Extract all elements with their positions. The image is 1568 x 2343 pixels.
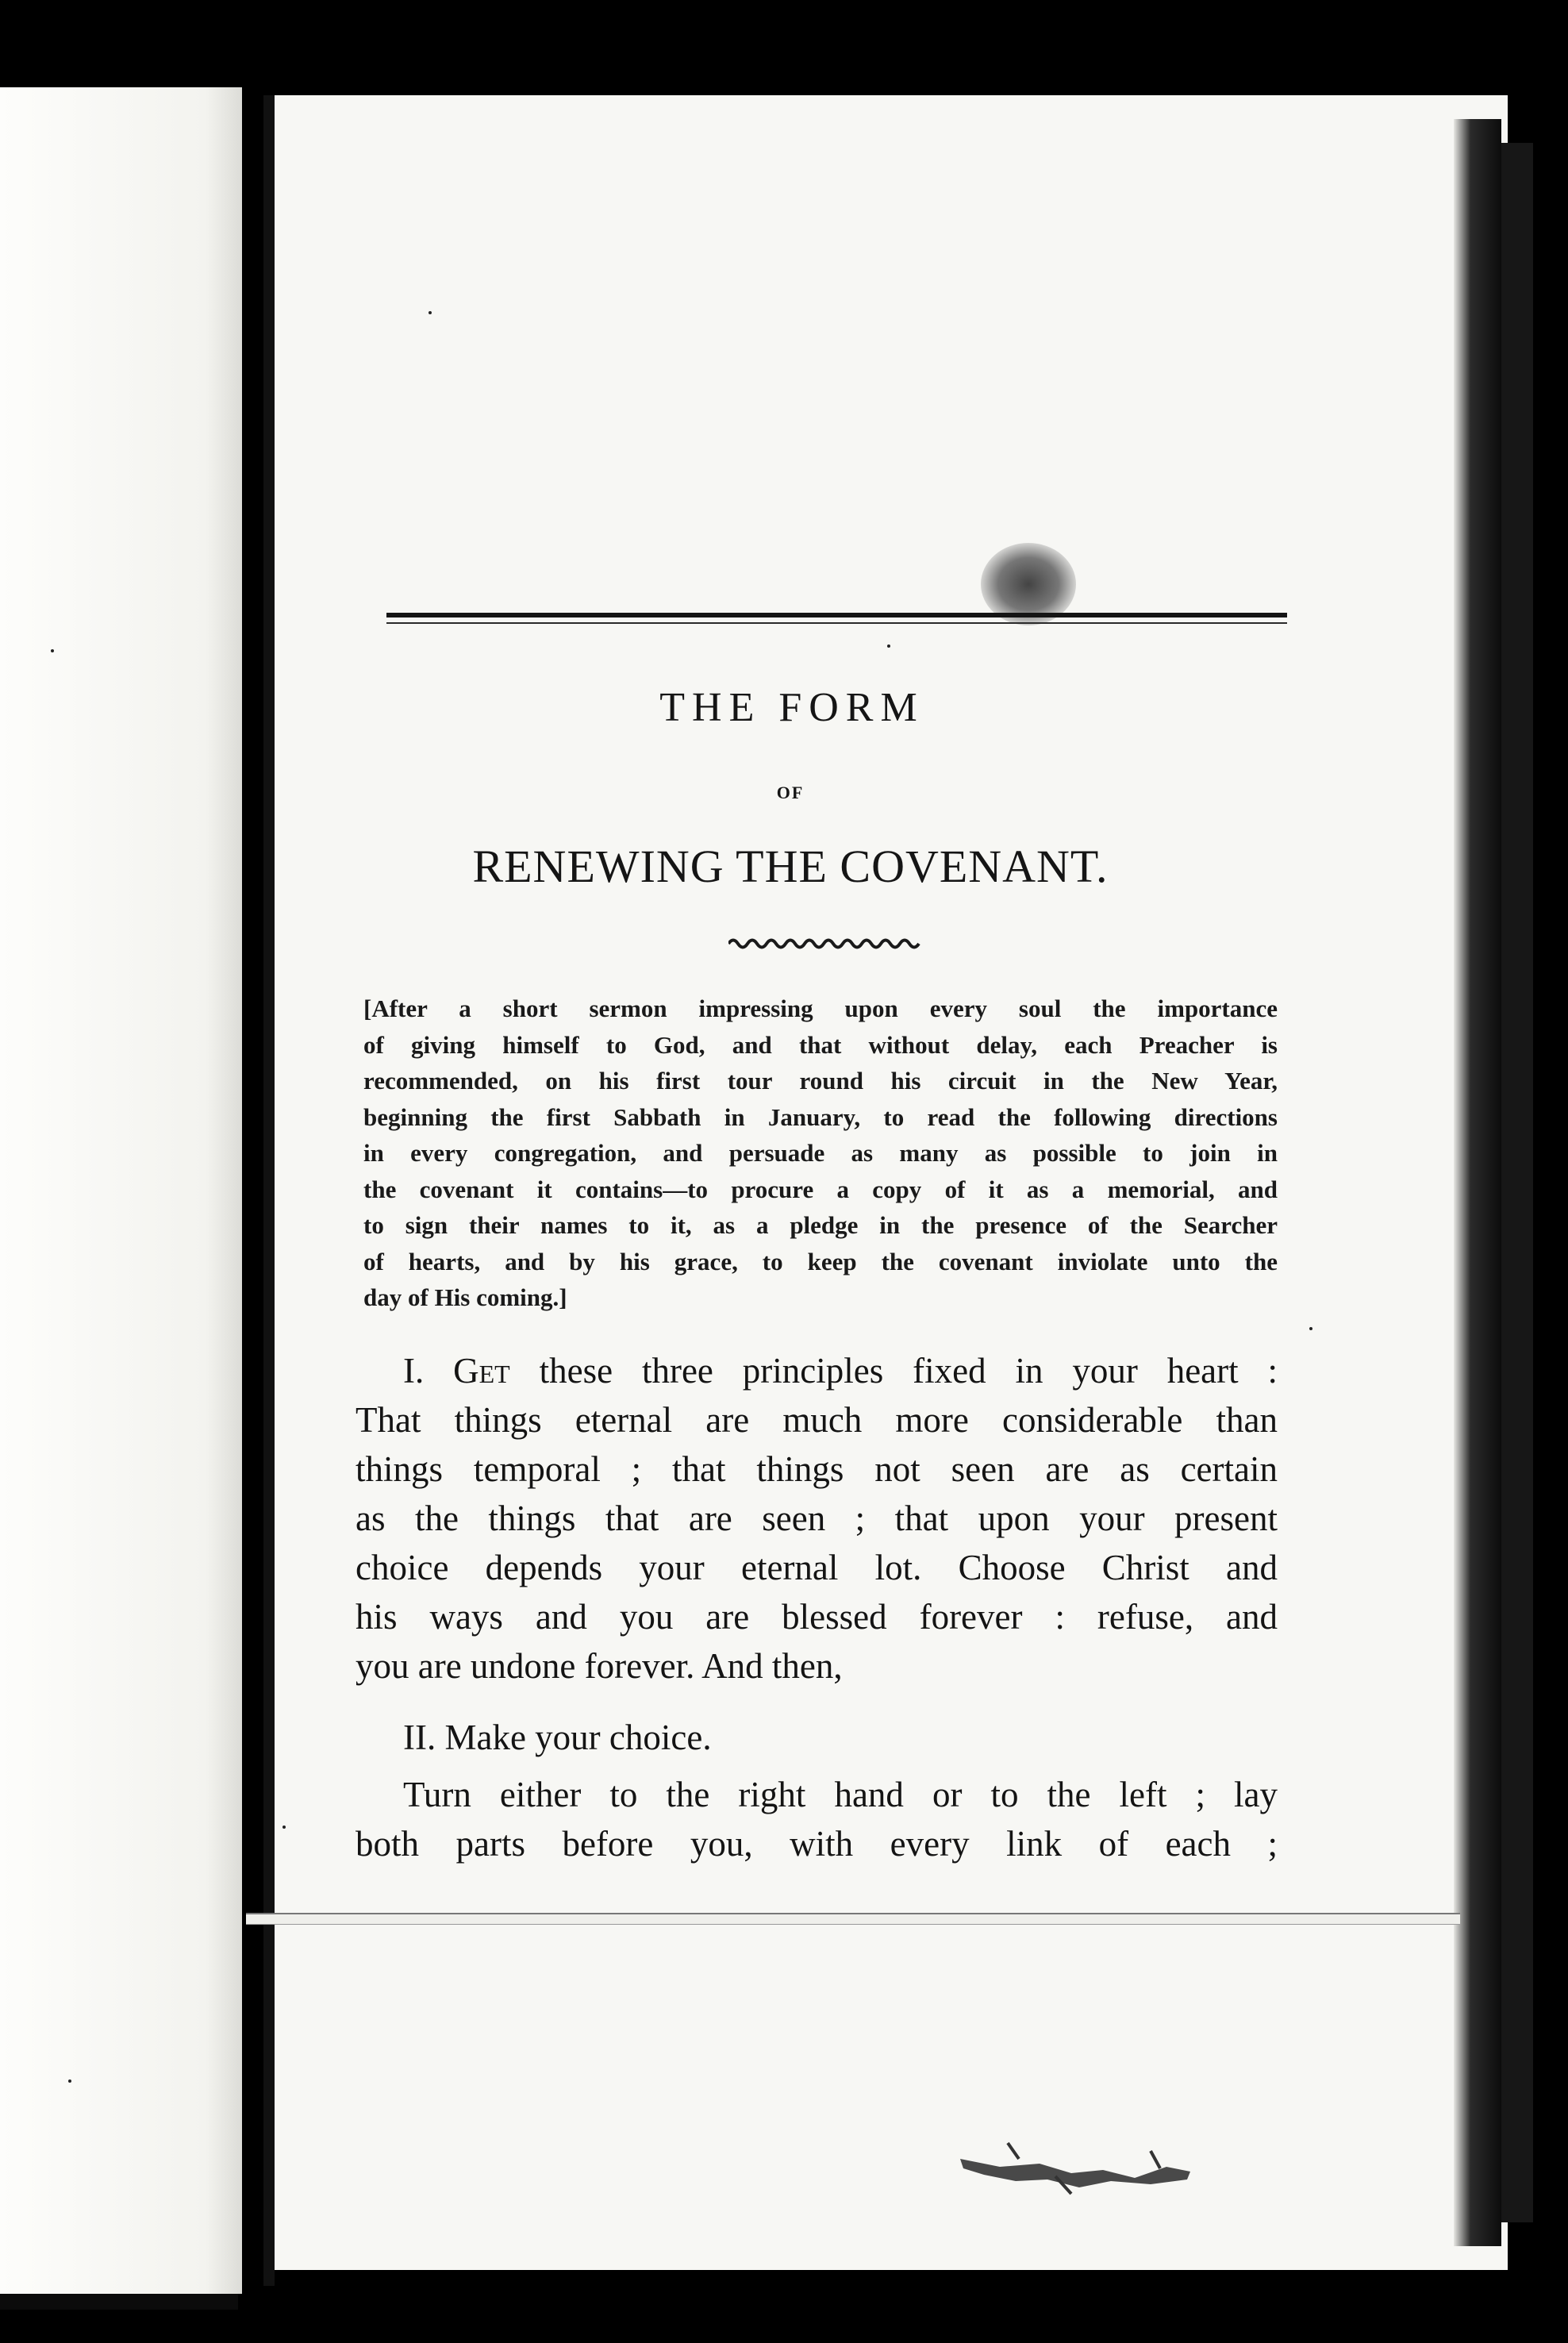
- intro-line: of giving himself to God, and that without delay, each Preacher is: [363, 1030, 1278, 1059]
- section-one-numeral: I.: [403, 1351, 425, 1391]
- body-line: Turn either to the right hand or to the left ; lay: [403, 1775, 1278, 1814]
- title-the-form: THE FORM: [659, 685, 924, 730]
- intro-line: recommended, on his first tour round his circuit in the New Year,: [363, 1067, 1278, 1095]
- body-line: as the things that are seen ; that upon your present: [355, 1499, 1278, 1538]
- right-binding-dark: [1501, 143, 1533, 2222]
- scan-speck: [1309, 1327, 1312, 1330]
- intro-line: [After a short sermon impressing upon every soul the importance: [363, 995, 1278, 1022]
- body-line: his ways and you are blessed forever : refuse, and: [355, 1597, 1278, 1637]
- section-two-paragraph: [355, 1713, 1278, 1762]
- header-rule-thin: [386, 622, 1287, 624]
- intro-line: the covenant it contains—to procure a copy of it as a memorial, and: [363, 1175, 1278, 1203]
- scan-speck: [429, 311, 432, 314]
- ink-stain: [952, 2135, 1206, 2199]
- body-line: you are undone forever. And then,: [355, 1646, 843, 1686]
- intro-line: to sign their names to it, as a pledge in the presence of the Searcher: [363, 1211, 1278, 1239]
- body-line: choice depends your eternal lot. Choose Christ and: [355, 1548, 1278, 1587]
- section-one-paragraph: [355, 1346, 1278, 1691]
- scan-speck: [282, 1826, 286, 1829]
- section-three-paragraph: [355, 1770, 1278, 1868]
- section-one-first-line: [355, 1346, 1278, 1395]
- section-one-lead-word: Get: [453, 1351, 510, 1391]
- scan-speck: [51, 649, 54, 652]
- body-line: these three principles fixed in your heart :: [539, 1351, 1278, 1391]
- facing-page-edge: [0, 87, 242, 2294]
- section-two-line: II. Make your choice.: [403, 1718, 712, 1757]
- scan-speck: [887, 644, 890, 648]
- right-page-edge-shadow: [1454, 119, 1501, 2246]
- body-line: things temporal ; that things not seen are as certain: [355, 1449, 1278, 1489]
- wavy-ornament: [728, 935, 927, 952]
- lower-fold-line: [246, 1913, 1460, 1925]
- intro-line: in every congregation, and persuade as many as possible to join in: [363, 1139, 1278, 1167]
- header-rule-thick: [386, 613, 1287, 617]
- title-of: OF: [776, 783, 805, 802]
- book-spine-shadow: [263, 95, 275, 2286]
- intro-line: beginning the first Sabbath in January, to read the following directions: [363, 1102, 1278, 1131]
- body-line: That things eternal are much more considerable than: [355, 1400, 1278, 1440]
- intro-line: of hearts, and by his grace, to keep the covenant inviolate unto the: [363, 1247, 1278, 1275]
- body-line: both parts before you, with every link of each ;: [355, 1824, 1278, 1864]
- introductory-note: [363, 991, 1278, 1316]
- intro-line: day of His coming.]: [363, 1283, 567, 1311]
- title-renewing-the-covenant: RENEWING THE COVENANT.: [472, 841, 1109, 892]
- scan-speck: [68, 2079, 71, 2083]
